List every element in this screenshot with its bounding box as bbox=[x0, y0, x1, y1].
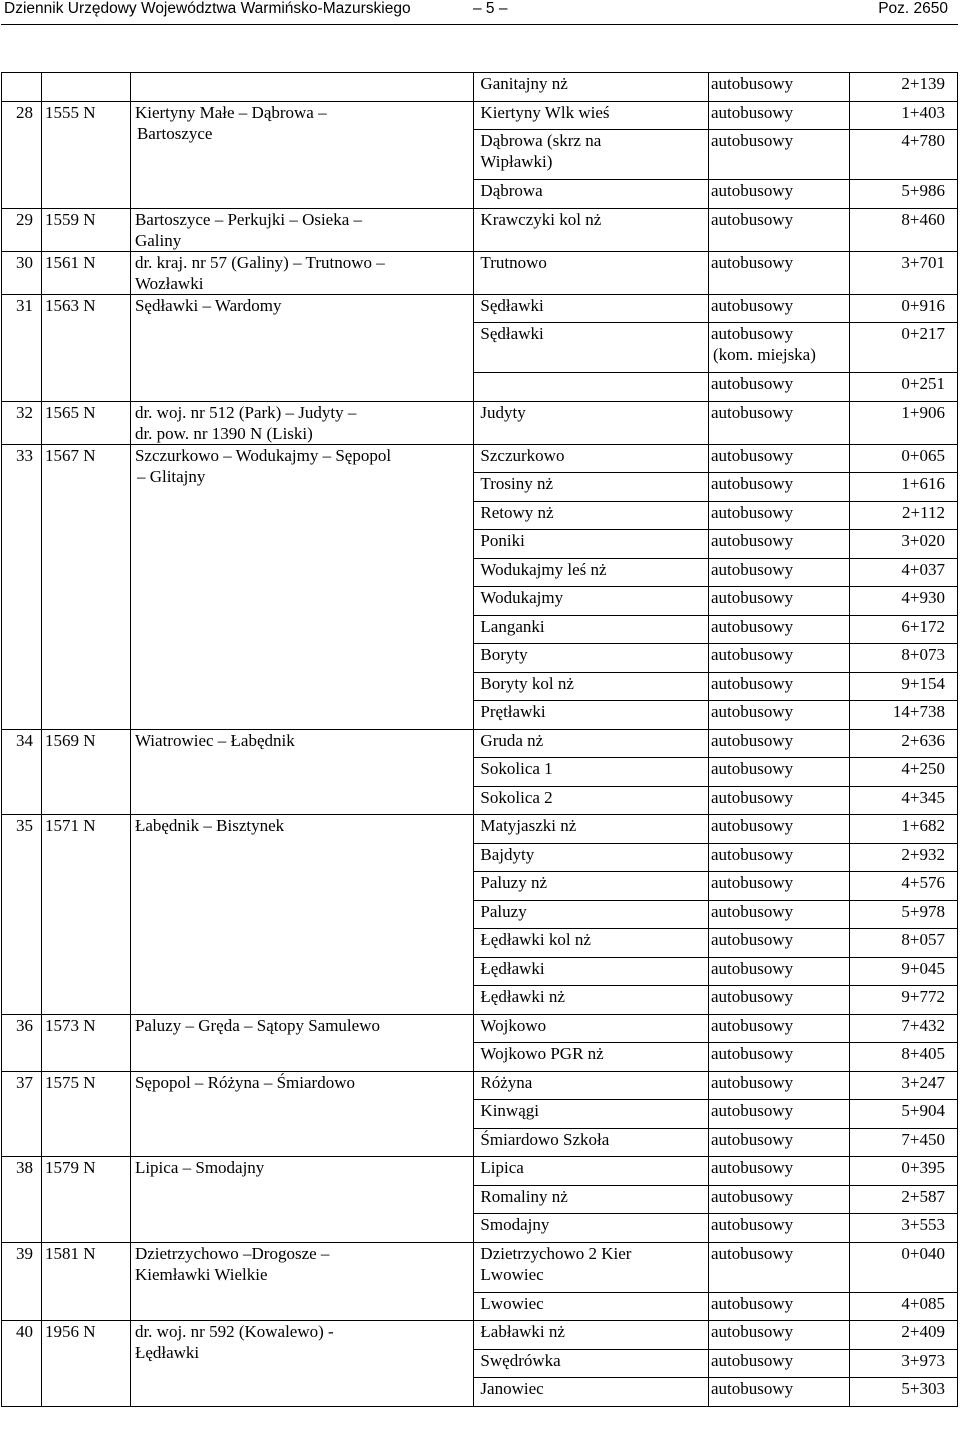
locality-cell bbox=[474, 729, 709, 758]
type-text: autobusowy bbox=[710, 1158, 794, 1177]
km-cell: 5+904 bbox=[850, 1100, 958, 1129]
locality-cell bbox=[474, 1349, 709, 1378]
km-cell: 0+251 bbox=[850, 373, 958, 402]
table-row bbox=[2, 1071, 958, 1100]
route-text: Wozławki bbox=[134, 273, 204, 293]
route-text: Szczurkowo – Wodukajmy – Sępopol bbox=[134, 445, 392, 465]
table-row bbox=[2, 1014, 958, 1043]
type-text: autobusowy bbox=[710, 1293, 794, 1313]
table-row bbox=[2, 1321, 958, 1350]
type-cell bbox=[708, 323, 849, 373]
locality-text: Prętławki bbox=[480, 702, 546, 721]
locality-text: Trutnowo bbox=[480, 252, 547, 272]
locality-text: Sokolica 2 bbox=[480, 787, 553, 807]
type-cell bbox=[708, 843, 849, 872]
type-cell bbox=[708, 957, 849, 986]
type-text: autobusowy bbox=[710, 759, 794, 778]
type-text: autobusowy bbox=[710, 1322, 794, 1341]
route-text: Wiatrowiec – Łabędnik bbox=[134, 730, 295, 750]
type-cell bbox=[708, 530, 849, 559]
route-cell bbox=[130, 729, 473, 815]
locality-cell bbox=[474, 815, 709, 844]
type-cell bbox=[708, 644, 849, 673]
route-cell bbox=[130, 401, 473, 444]
nr-cell: 34 bbox=[2, 729, 42, 815]
locality-cell bbox=[474, 323, 709, 373]
km-cell: 4+345 bbox=[850, 786, 958, 815]
km-cell: 1+906 bbox=[850, 401, 958, 444]
locality-cell bbox=[474, 444, 709, 473]
road-code-cell: 1561 N bbox=[42, 251, 131, 294]
type-cell bbox=[708, 929, 849, 958]
road-code-cell: 1559 N bbox=[42, 208, 131, 251]
locality-text: Wipławki) bbox=[480, 152, 553, 171]
nr-cell: 36 bbox=[2, 1014, 42, 1071]
road-code-cell: 1555 N bbox=[42, 101, 131, 208]
route-text: dr. pow. nr 1390 N (Liski) bbox=[134, 423, 313, 443]
table-row bbox=[2, 251, 958, 294]
type-text: autobusowy bbox=[710, 1015, 794, 1035]
table-row bbox=[2, 1157, 958, 1186]
locality-cell bbox=[474, 73, 709, 102]
km-cell: 2+409 bbox=[850, 1321, 958, 1350]
type-text: autobusowy bbox=[710, 1186, 794, 1206]
type-text: autobusowy bbox=[710, 402, 794, 422]
route-text: Łędławki bbox=[134, 1343, 200, 1362]
type-text: autobusowy bbox=[710, 252, 794, 272]
locality-cell bbox=[474, 1100, 709, 1129]
km-cell: 4+576 bbox=[850, 872, 958, 901]
type-cell bbox=[708, 815, 849, 844]
km-cell: 9+045 bbox=[850, 957, 958, 986]
nr-cell: 37 bbox=[2, 1071, 42, 1157]
type-text: autobusowy bbox=[710, 131, 794, 150]
type-text: autobusowy bbox=[710, 559, 794, 579]
type-text: autobusowy bbox=[710, 873, 794, 892]
locality-text: Łędławki kol nż bbox=[480, 930, 591, 949]
locality-cell bbox=[474, 251, 709, 294]
km-cell: 4+250 bbox=[850, 758, 958, 787]
route-text: Dzietrzychowo –Drogosze – bbox=[134, 1243, 330, 1263]
type-text: autobusowy bbox=[710, 181, 794, 200]
locality-text: Paluzy bbox=[480, 901, 527, 921]
table-row bbox=[2, 101, 958, 130]
type-text: autobusowy bbox=[710, 673, 794, 693]
type-text: autobusowy bbox=[710, 1243, 794, 1263]
locality-cell bbox=[474, 1242, 709, 1292]
km-cell: 0+916 bbox=[850, 294, 958, 323]
road-code-cell: 1571 N bbox=[42, 815, 131, 1015]
locality-text: Łabławki nż bbox=[480, 1322, 565, 1341]
km-cell: 2+636 bbox=[850, 729, 958, 758]
route-text: – Glitajny bbox=[136, 466, 206, 486]
stops-table bbox=[1, 72, 958, 1407]
km-cell: 3+973 bbox=[850, 1349, 958, 1378]
type-text: autobusowy bbox=[710, 1215, 794, 1234]
locality-text: Sędławki bbox=[480, 324, 544, 343]
type-text: autobusowy bbox=[710, 702, 794, 721]
route-cell bbox=[130, 73, 473, 102]
nr-cell: 35 bbox=[2, 815, 42, 1015]
km-cell: 0+065 bbox=[850, 444, 958, 473]
locality-cell bbox=[474, 872, 709, 901]
type-cell bbox=[708, 73, 849, 102]
route-text: Bartoszyce bbox=[136, 123, 213, 143]
locality-cell bbox=[474, 843, 709, 872]
locality-text: Lwowiec bbox=[480, 1264, 544, 1284]
route-text: Sępopol – Różyna – Śmiardowo bbox=[134, 1072, 355, 1092]
locality-text: Łędławki bbox=[480, 958, 545, 978]
type-cell bbox=[708, 900, 849, 929]
route-cell bbox=[130, 444, 473, 729]
km-cell: 0+395 bbox=[850, 1157, 958, 1186]
locality-cell bbox=[474, 587, 709, 616]
route-text: Sędławki – Wardomy bbox=[134, 295, 282, 315]
route-cell bbox=[130, 1014, 473, 1071]
km-cell: 3+247 bbox=[850, 1071, 958, 1100]
type-cell bbox=[708, 401, 849, 444]
locality-text: Lipica bbox=[480, 1158, 524, 1177]
km-cell: 0+217 bbox=[850, 323, 958, 373]
locality-cell bbox=[474, 957, 709, 986]
locality-cell bbox=[474, 294, 709, 323]
locality-cell bbox=[474, 1043, 709, 1072]
type-cell bbox=[708, 1100, 849, 1129]
type-cell bbox=[708, 672, 849, 701]
km-cell: 2+587 bbox=[850, 1185, 958, 1214]
route-text: Galiny bbox=[134, 230, 182, 250]
road-code-cell: 1581 N bbox=[42, 1242, 131, 1321]
route-text: Paluzy – Gręda – Sątopy Samulewo bbox=[134, 1015, 380, 1035]
locality-cell bbox=[474, 1128, 709, 1157]
type-text: autobusowy bbox=[710, 445, 794, 465]
km-cell: 5+303 bbox=[850, 1378, 958, 1407]
route-cell bbox=[130, 208, 473, 251]
route-cell bbox=[130, 1157, 473, 1243]
type-text: autobusowy bbox=[710, 74, 794, 93]
type-cell bbox=[708, 1214, 849, 1243]
km-cell: 3+553 bbox=[850, 1214, 958, 1243]
km-cell: 6+172 bbox=[850, 615, 958, 644]
type-text: autobusowy bbox=[710, 1129, 794, 1149]
road-code-cell bbox=[42, 73, 131, 102]
locality-cell bbox=[474, 501, 709, 530]
km-cell: 3+020 bbox=[850, 530, 958, 559]
type-cell bbox=[708, 180, 849, 209]
nr-cell: 28 bbox=[2, 101, 42, 208]
type-text: autobusowy bbox=[710, 901, 794, 921]
locality-text: Różyna bbox=[480, 1072, 533, 1092]
km-cell: 1+682 bbox=[850, 815, 958, 844]
type-text: autobusowy bbox=[710, 1101, 794, 1120]
locality-text: Paluzy nż bbox=[480, 873, 547, 892]
type-text: autobusowy bbox=[710, 645, 794, 664]
type-cell bbox=[708, 1128, 849, 1157]
nr-cell: 33 bbox=[2, 444, 42, 729]
nr-cell: 32 bbox=[2, 401, 42, 444]
km-cell: 3+701 bbox=[850, 251, 958, 294]
type-text: autobusowy bbox=[710, 616, 794, 636]
type-text: autobusowy bbox=[710, 502, 794, 522]
type-cell bbox=[708, 786, 849, 815]
locality-text: Janowiec bbox=[480, 1379, 544, 1398]
locality-text: Dzietrzychowo 2 Kier bbox=[480, 1243, 632, 1263]
km-cell: 8+405 bbox=[850, 1043, 958, 1072]
locality-cell bbox=[474, 644, 709, 673]
type-text: autobusowy bbox=[710, 1379, 794, 1398]
locality-text: Łędławki nż bbox=[480, 987, 565, 1006]
locality-text: Krawczyki kol nż bbox=[480, 209, 602, 229]
route-text: Lipica – Smodajny bbox=[134, 1158, 265, 1177]
locality-cell bbox=[474, 1321, 709, 1350]
type-cell bbox=[708, 208, 849, 251]
route-text: Kiemławki Wielkie bbox=[134, 1264, 268, 1284]
road-code-cell: 1573 N bbox=[42, 1014, 131, 1071]
km-cell: 8+073 bbox=[850, 644, 958, 673]
road-code-cell: 1567 N bbox=[42, 444, 131, 729]
type-cell bbox=[708, 251, 849, 294]
type-text: autobusowy bbox=[710, 531, 794, 550]
route-text: Bartoszyce – Perkujki – Osieka – bbox=[134, 209, 363, 229]
page-header bbox=[4, 0, 948, 22]
type-cell bbox=[708, 587, 849, 616]
type-cell bbox=[708, 1071, 849, 1100]
locality-text: Wodukajmy bbox=[480, 588, 564, 607]
km-cell: 4+780 bbox=[850, 130, 958, 180]
km-cell: 5+978 bbox=[850, 900, 958, 929]
type-text: autobusowy bbox=[710, 102, 794, 122]
locality-cell bbox=[474, 373, 709, 402]
type-text: autobusowy bbox=[710, 930, 794, 949]
road-code-cell: 1563 N bbox=[42, 294, 131, 401]
type-cell bbox=[708, 758, 849, 787]
type-text: autobusowy bbox=[710, 844, 794, 864]
locality-text: Langanki bbox=[480, 616, 545, 636]
locality-text: Wojkowo bbox=[480, 1015, 547, 1035]
type-text: autobusowy bbox=[710, 730, 794, 750]
table-row bbox=[2, 1242, 958, 1292]
locality-text: Boryty bbox=[480, 645, 528, 664]
type-cell bbox=[708, 501, 849, 530]
route-text: dr. kraj. nr 57 (Galiny) – Trutnowo – bbox=[134, 252, 385, 272]
locality-cell bbox=[474, 929, 709, 958]
locality-text: Swędrówka bbox=[480, 1350, 561, 1370]
route-text: Kiertyny Małe – Dąbrowa – bbox=[134, 102, 327, 122]
type-text: autobusowy bbox=[710, 474, 794, 493]
locality-text: Romaliny nż bbox=[480, 1186, 568, 1206]
type-text: autobusowy bbox=[710, 295, 794, 315]
type-cell bbox=[708, 701, 849, 730]
route-text: dr. woj. nr 592 (Kowalewo) - bbox=[134, 1322, 334, 1341]
locality-text: Matyjaszki nż bbox=[480, 816, 577, 835]
km-cell: 2+139 bbox=[850, 73, 958, 102]
km-cell: 2+932 bbox=[850, 843, 958, 872]
locality-cell bbox=[474, 101, 709, 130]
locality-text: Wodukajmy leś nż bbox=[480, 559, 607, 579]
nr-cell: 40 bbox=[2, 1321, 42, 1407]
locality-cell bbox=[474, 615, 709, 644]
km-cell: 4+085 bbox=[850, 1292, 958, 1321]
route-text: Łabędnik – Bisztynek bbox=[134, 816, 285, 835]
type-cell bbox=[708, 373, 849, 402]
type-cell bbox=[708, 1321, 849, 1350]
type-cell bbox=[708, 558, 849, 587]
locality-cell bbox=[474, 758, 709, 787]
nr-cell: 39 bbox=[2, 1242, 42, 1321]
km-cell: 4+037 bbox=[850, 558, 958, 587]
nr-cell: 38 bbox=[2, 1157, 42, 1243]
road-code-cell: 1956 N bbox=[42, 1321, 131, 1407]
table-row bbox=[2, 401, 958, 444]
type-text: autobusowy bbox=[710, 324, 794, 343]
nr-cell bbox=[2, 73, 42, 102]
locality-text: Judyty bbox=[480, 402, 526, 422]
locality-text: Bajdyty bbox=[480, 844, 535, 864]
km-cell: 8+460 bbox=[850, 208, 958, 251]
locality-text: Sędławki bbox=[480, 295, 544, 315]
locality-text: Smodajny bbox=[480, 1215, 550, 1234]
table-row bbox=[2, 729, 958, 758]
nr-cell: 29 bbox=[2, 208, 42, 251]
table-row bbox=[2, 815, 958, 844]
route-cell bbox=[130, 251, 473, 294]
locality-cell bbox=[474, 1378, 709, 1407]
km-cell: 7+432 bbox=[850, 1014, 958, 1043]
locality-cell bbox=[474, 1185, 709, 1214]
locality-cell bbox=[474, 786, 709, 815]
road-code-cell: 1569 N bbox=[42, 729, 131, 815]
type-cell bbox=[708, 872, 849, 901]
km-cell: 2+112 bbox=[850, 501, 958, 530]
km-cell: 4+930 bbox=[850, 587, 958, 616]
locality-cell bbox=[474, 558, 709, 587]
locality-cell bbox=[474, 473, 709, 502]
locality-text: Szczurkowo bbox=[480, 445, 565, 465]
locality-text: Lwowiec bbox=[480, 1293, 544, 1313]
locality-cell bbox=[474, 130, 709, 180]
table-row bbox=[2, 294, 958, 323]
type-cell bbox=[708, 1292, 849, 1321]
locality-text: Retowy nż bbox=[480, 502, 554, 522]
type-cell bbox=[708, 1014, 849, 1043]
type-text: autobusowy bbox=[710, 787, 794, 807]
type-cell bbox=[708, 986, 849, 1015]
type-text: autobusowy bbox=[710, 1072, 794, 1092]
type-cell bbox=[708, 294, 849, 323]
locality-text: Trosiny nż bbox=[480, 474, 554, 493]
route-cell bbox=[130, 101, 473, 208]
locality-text: Śmiardowo Szkoła bbox=[480, 1129, 610, 1149]
type-cell bbox=[708, 1349, 849, 1378]
type-cell bbox=[708, 101, 849, 130]
locality-cell bbox=[474, 530, 709, 559]
km-cell: 1+403 bbox=[850, 101, 958, 130]
locality-cell bbox=[474, 180, 709, 209]
locality-text: Kiertyny Wlk wieś bbox=[480, 102, 610, 122]
locality-cell bbox=[474, 208, 709, 251]
locality-text: Kinwągi bbox=[480, 1101, 539, 1120]
type-text: (kom. miejska) bbox=[712, 345, 816, 364]
km-cell: 9+154 bbox=[850, 672, 958, 701]
type-cell bbox=[708, 1043, 849, 1072]
route-cell bbox=[130, 815, 473, 1015]
route-cell bbox=[130, 294, 473, 401]
locality-cell bbox=[474, 1014, 709, 1043]
type-cell bbox=[708, 729, 849, 758]
position-number: Poz. 2650 bbox=[878, 0, 948, 17]
type-cell bbox=[708, 130, 849, 180]
locality-text: Poniki bbox=[480, 531, 525, 550]
road-code-cell: 1579 N bbox=[42, 1157, 131, 1243]
type-cell bbox=[708, 444, 849, 473]
type-text: autobusowy bbox=[710, 374, 794, 393]
type-cell bbox=[708, 1242, 849, 1292]
km-cell: 5+986 bbox=[850, 180, 958, 209]
locality-text: Sokolica 1 bbox=[480, 759, 553, 778]
road-code-cell: 1575 N bbox=[42, 1071, 131, 1157]
page-number: – 5 – bbox=[473, 0, 508, 17]
km-cell: 0+040 bbox=[850, 1242, 958, 1292]
type-text: autobusowy bbox=[710, 1044, 794, 1063]
type-cell bbox=[708, 473, 849, 502]
locality-text: Wojkowo PGR nż bbox=[480, 1044, 604, 1063]
locality-text: Boryty kol nż bbox=[480, 673, 574, 693]
road-code-cell: 1565 N bbox=[42, 401, 131, 444]
route-cell bbox=[130, 1321, 473, 1407]
km-cell: 14+738 bbox=[850, 701, 958, 730]
route-cell bbox=[130, 1071, 473, 1157]
journal-title: Dziennik Urzędowy Województwa Warmińsko-Mazurskiego bbox=[4, 0, 411, 17]
locality-text: Dąbrowa (skrz na bbox=[480, 131, 602, 150]
table-row bbox=[2, 444, 958, 473]
km-cell: 7+450 bbox=[850, 1128, 958, 1157]
type-text: autobusowy bbox=[710, 209, 794, 229]
km-cell: 8+057 bbox=[850, 929, 958, 958]
type-cell bbox=[708, 1157, 849, 1186]
type-cell bbox=[708, 1378, 849, 1407]
route-cell bbox=[130, 1242, 473, 1321]
type-text: autobusowy bbox=[710, 958, 794, 978]
type-text: autobusowy bbox=[710, 588, 794, 607]
locality-cell bbox=[474, 1157, 709, 1186]
type-cell bbox=[708, 615, 849, 644]
route-text: dr. woj. nr 512 (Park) – Judyty – bbox=[134, 402, 357, 422]
type-cell bbox=[708, 1185, 849, 1214]
locality-cell bbox=[474, 1071, 709, 1100]
km-cell: 1+616 bbox=[850, 473, 958, 502]
type-text: autobusowy bbox=[710, 1350, 794, 1370]
table-row bbox=[2, 73, 958, 102]
km-cell: 9+772 bbox=[850, 986, 958, 1015]
nr-cell: 31 bbox=[2, 294, 42, 401]
table-row bbox=[2, 208, 958, 251]
type-text: autobusowy bbox=[710, 987, 794, 1006]
locality-text: Ganitajny nż bbox=[480, 74, 568, 93]
locality-cell bbox=[474, 1292, 709, 1321]
locality-cell bbox=[474, 1214, 709, 1243]
locality-cell bbox=[474, 672, 709, 701]
nr-cell: 30 bbox=[2, 251, 42, 294]
locality-cell bbox=[474, 401, 709, 444]
type-text: autobusowy bbox=[710, 816, 794, 835]
locality-text: Gruda nż bbox=[480, 730, 544, 750]
locality-cell bbox=[474, 900, 709, 929]
locality-text: Dąbrowa bbox=[480, 181, 543, 200]
header-divider bbox=[1, 24, 958, 25]
locality-cell bbox=[474, 701, 709, 730]
locality-cell bbox=[474, 986, 709, 1015]
